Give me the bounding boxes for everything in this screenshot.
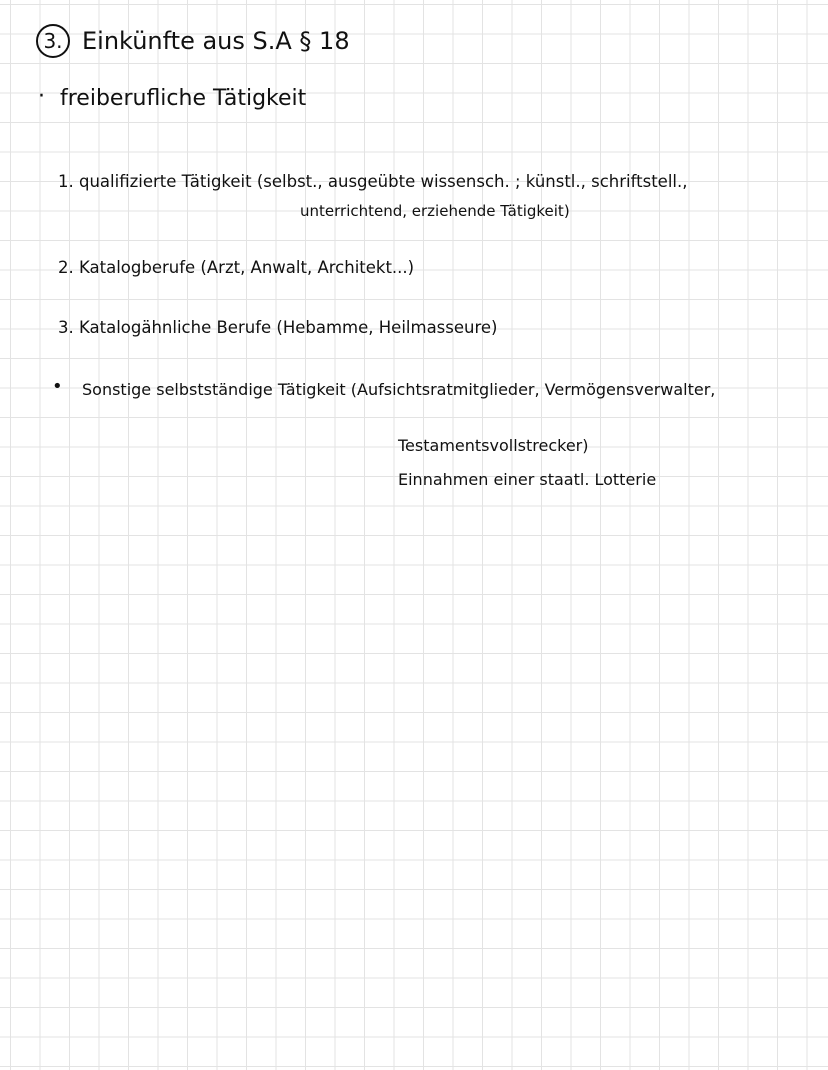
- item-1-continuation: unterrichtend, erziehende Tätigkeit): [300, 202, 570, 220]
- item-3: 3. Katalogähnliche Berufe (Hebamme, Heilmasseure): [58, 318, 498, 337]
- section1-bullet: ·: [38, 84, 45, 109]
- item-1: 1. qualifizierte Tätigkeit (selbst., ausgeübte wissensch. ; künstl., schriftstell.,: [58, 172, 688, 191]
- section2-text: Sonstige selbstständige Tätigkeit (Aufsichtsratmitglieder, Vermögensverwalter,: [82, 380, 716, 399]
- section2-continuation: Testamentsvollstrecker): [398, 436, 589, 455]
- section2-bullet: •: [52, 376, 63, 397]
- circled-section-number: 3.: [36, 24, 70, 58]
- section2-extra: Einnahmen einer staatl. Lotterie: [398, 470, 657, 489]
- heading: [36, 24, 350, 58]
- heading-title: Einkünfte aus S.A § 18: [82, 27, 350, 55]
- item-2: 2. Katalogberufe (Arzt, Anwalt, Architekt...): [58, 258, 415, 277]
- section1-title: freiberufliche Tätigkeit: [60, 86, 307, 111]
